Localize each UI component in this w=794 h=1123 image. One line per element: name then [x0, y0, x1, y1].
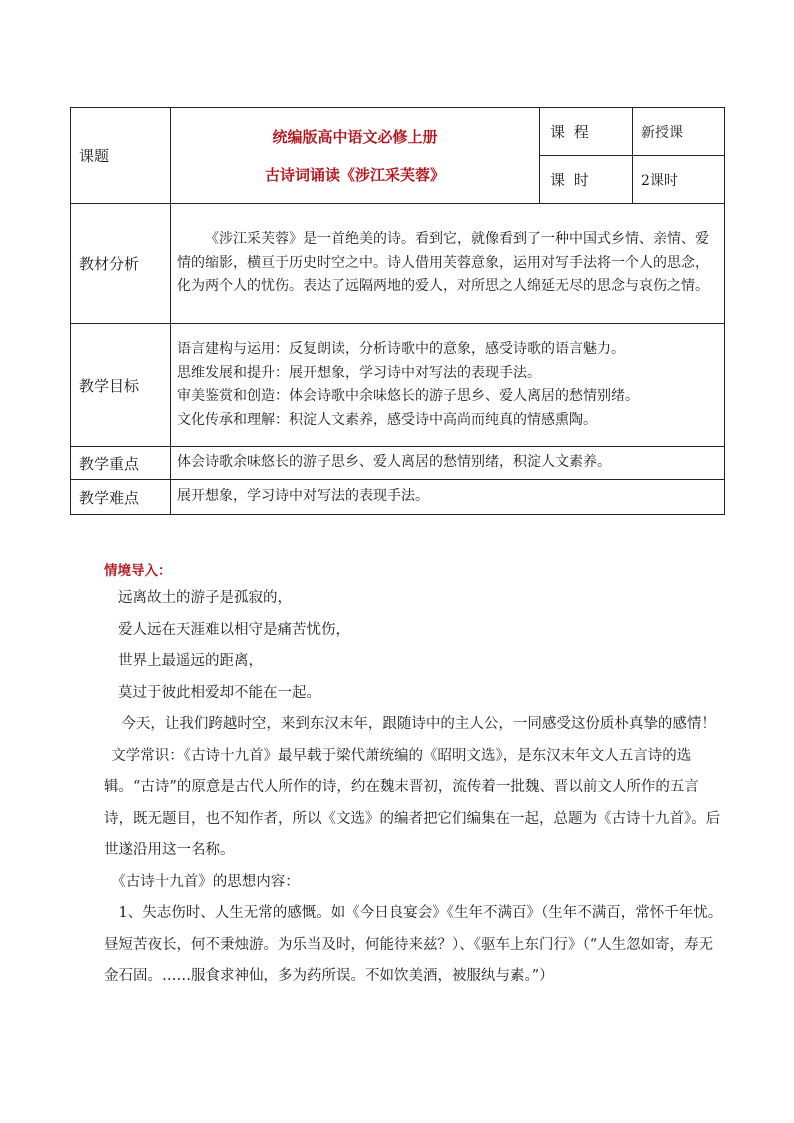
goal-item: 文化传承和理解：积淀人文素养，感受诗中高尚而纯真的情感熏陶。 [177, 411, 597, 428]
lesson-title-cell [171, 108, 540, 204]
content-heading: 《古诗十九首》的思想内容： [111, 873, 300, 890]
poem-line: 莫过于彼此相爱却不能在一起。 [118, 684, 321, 701]
difficulty-text: 展开想象，学习诗中对写法的表现手法。 [171, 480, 725, 515]
goal-item: 审美鉴赏和创造：体会诗歌中余味悠长的游子思乡、爱人离居的愁情别绪。 [177, 388, 639, 404]
intro-heading: 情境导入： [104, 563, 172, 579]
poem-line: 世界上最遥远的距离， [118, 653, 263, 669]
key-point-text: 体会诗歌余味悠长的游子思乡、爱人离居的愁情别绪，积淀人文素养。 [171, 447, 725, 480]
lesson-title-line1: 统编版高中语文必修上册 [272, 127, 438, 146]
literary-knowledge-paragraph: 文学常识：《古诗十九首》最早载于梁代萧统编的《昭明文选》，是东汉末年文人五言诗的选辑。“古诗”的原意是古代人所作的诗，约在魏末晋初，流传着一批魏、晋以前文人所作的五言诗，既无题目，也不知作者，所以《文选》的编者把它们编集在一起，总题为《古诗十九首》。后世遂沿用这一名称。 [104, 747, 721, 858]
goals-label: 教学目标 [71, 324, 171, 447]
analysis-label: 教材分析 [71, 204, 171, 324]
intro-paragraph: 今天，让我们跨越时空，来到东汉末年，跟随诗中的主人公，一同感受这份质朴真挚的感情！ [121, 716, 716, 732]
course-label: 课 程 [540, 108, 633, 156]
lesson-title-line2: 古诗词诵读《涉江采芙蓉》 [264, 165, 445, 184]
period-label: 课 时 [540, 156, 633, 204]
intro-section [104, 562, 724, 993]
lesson-plan-table [70, 107, 725, 515]
period-value: 2课时 [633, 156, 725, 204]
poem-line: 爱人远在天涯难以相守是痛苦忧伤， [118, 621, 350, 638]
key-point-label: 教学重点 [71, 447, 171, 480]
topic-label: 课题 [71, 108, 171, 204]
poem-line: 远离故土的游子是孤寂的， [118, 590, 292, 606]
difficulty-label: 教学难点 [71, 480, 171, 515]
goal-item: 语言建构与运用：反复朗读，分析诗歌中的意象，感受诗歌的语言魅力。 [177, 341, 625, 357]
content-point-1: 1、失志伤时、人生无常的感慨。如《今日良宴会》《生年不满百》（生年不满百，常怀千年忧。昼短苦夜长，何不秉烛游。为乐当及时，何能待来兹？）、《驱车上东门行》（“人生忽如寄，寿无金石固。……服食求神仙，多为药所误。不如饮美酒，被服纨与素。”） [104, 905, 723, 984]
goal-item: 思维发展和提升：展开想象，学习诗中对写法的表现手法。 [177, 364, 541, 381]
course-value: 新授课 [633, 108, 725, 156]
goals-cell [171, 324, 725, 447]
analysis-cell [171, 204, 725, 324]
analysis-text: 《涉江采芙蓉》是一首绝美的诗。看到它，就像看到了一种中国式乡情、亲情、爱情的缩影，横亘于历史时空之中。诗人借用芙蓉意象，运用对写手法将一个人的思念，化为两个人的忧伤。表达了远隔两地的爱人，对所思之人绵延无尽的思念与哀伤之情。 [177, 231, 709, 295]
